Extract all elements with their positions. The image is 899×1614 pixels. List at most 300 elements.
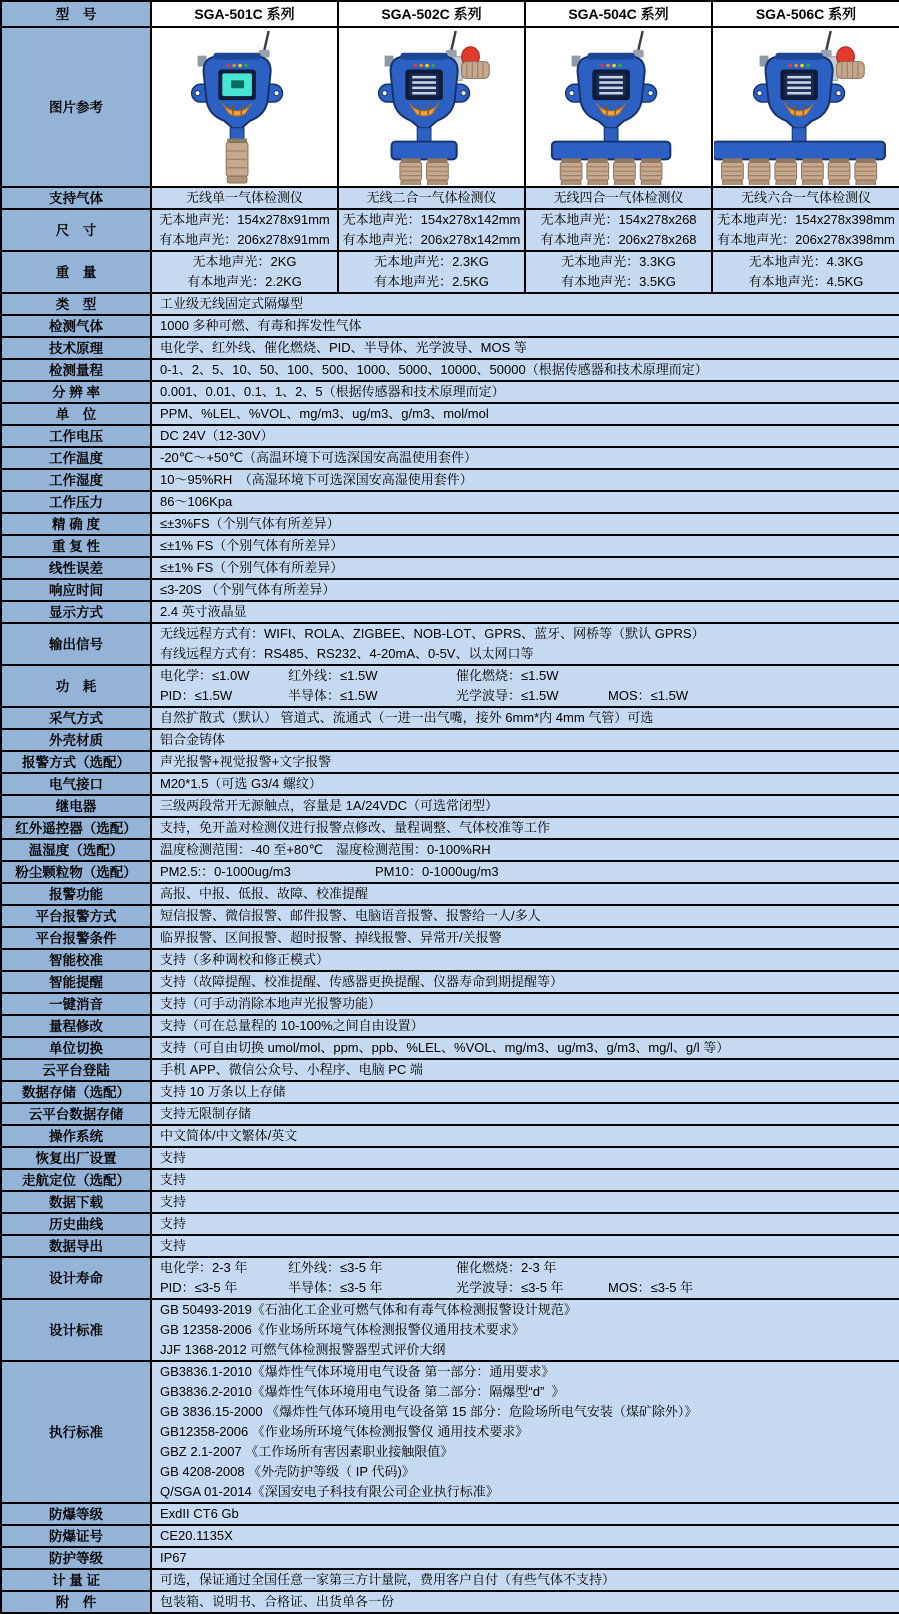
- value-line: 无本地声光：154x278x398mm: [717, 212, 895, 227]
- spec-value-cell: [151, 491, 899, 513]
- row-label: 支持气体: [1, 187, 151, 209]
- value-line: [152, 1592, 899, 1612]
- value-line: [152, 1104, 899, 1124]
- spec-row-lifespan: [1, 1257, 899, 1299]
- spec-row-display: [1, 601, 899, 623]
- spec-row-cloud-storage: [1, 1103, 899, 1125]
- spec-row-factory-reset: [1, 1147, 899, 1169]
- spec-row-metering-cert: [1, 1569, 899, 1591]
- spec-row-range-modify: [1, 1015, 899, 1037]
- value-segment: 0.001、0.01、0.1、1、2、5（根据传感器和技术原理而定）: [160, 384, 505, 399]
- row-label: 工作压力: [1, 491, 151, 513]
- value-segment: 支持: [160, 1150, 187, 1165]
- row-label: 量程修改: [1, 1015, 151, 1037]
- value-line: [152, 818, 899, 838]
- spec-value-cell: [151, 1059, 899, 1081]
- value-line: 无本地声光：154x278x142mm: [342, 212, 521, 227]
- value-line: [152, 1320, 899, 1340]
- row-label: 重 量: [1, 251, 151, 293]
- column-value-cell: [151, 187, 338, 209]
- row-label: 附 件: [1, 1591, 151, 1613]
- device-image-cell: [151, 27, 338, 187]
- column-value-cell: [712, 251, 899, 293]
- value-line: [152, 1548, 899, 1568]
- column-value-cell: [525, 209, 712, 251]
- spec-value-cell: [151, 447, 899, 469]
- row-label: 检测气体: [1, 315, 151, 337]
- column-row-size: [1, 209, 899, 251]
- row-label: 输出信号: [1, 623, 151, 665]
- value-segment: 红外线：≤3-5 年: [288, 1260, 383, 1275]
- value-line: 无本地声光：2KG: [192, 254, 297, 269]
- status-led: [226, 64, 230, 68]
- spec-value-cell: [151, 1147, 899, 1169]
- spec-row-type: [1, 293, 899, 315]
- status-led: [413, 64, 417, 68]
- value-line: [152, 536, 899, 556]
- row-label: 设计标准: [1, 1299, 151, 1361]
- value-segment: 手机 APP、微信公众号、小程序、电脑 PC 端: [160, 1062, 423, 1077]
- value-segment: GB 12358-2006《作业场所环境气体检测报警仪通用技术要求》: [160, 1322, 525, 1337]
- value-line: [152, 1340, 899, 1360]
- value-segment: 10～95%RH （高湿环境下可选深国安高湿使用套件）: [160, 472, 473, 487]
- spec-row-electrical: [1, 773, 899, 795]
- value-segment: 红外线：≤1.5W: [288, 668, 378, 683]
- row-label: 数据存储（选配）: [1, 1081, 151, 1103]
- spec-value-cell: [151, 381, 899, 403]
- spec-value-cell: [151, 1299, 899, 1361]
- spec-value-cell: [151, 1569, 899, 1591]
- row-label: 一键消音: [1, 993, 151, 1015]
- value-segment: 支持 10 万条以上存储: [160, 1084, 286, 1099]
- value-line: [152, 1570, 899, 1590]
- sensor-head-icon: [828, 158, 850, 185]
- spec-row-mute: [1, 993, 899, 1015]
- spec-row-platform-alarm: [1, 905, 899, 927]
- model-column-header: SGA-504C 系列: [525, 1, 712, 27]
- spec-value-cell: [151, 1103, 899, 1125]
- value-segment: MOS：≤1.5W: [608, 688, 689, 703]
- value-segment: 0-1、2、5、10、50、100、500、1000、5000、10000、50000（根据传感器和技术原理而定）: [160, 362, 708, 377]
- spec-row-voltage: [1, 425, 899, 447]
- spec-value-cell: [151, 293, 899, 315]
- spec-value-cell: [151, 993, 899, 1015]
- value-segment: GBZ 2.1-2007 《工作场所有害因素职业接触限值》: [160, 1444, 454, 1459]
- row-label: 工作电压: [1, 425, 151, 447]
- row-label: 精 确 度: [1, 513, 151, 535]
- status-led: [806, 64, 810, 68]
- spec-row-design-std: [1, 1299, 899, 1361]
- value-line: 有本地声光：206x278x268: [540, 232, 697, 247]
- spec-value-cell: [151, 579, 899, 601]
- spec-value-cell: [151, 315, 899, 337]
- value-segment: 光学波导：≤3-5 年: [456, 1280, 564, 1295]
- status-led: [600, 64, 604, 68]
- value-segment: 86～106Kpa: [160, 494, 233, 509]
- spec-value-cell: [151, 949, 899, 971]
- status-led: [244, 64, 248, 68]
- value-line: [152, 1214, 899, 1234]
- row-label: 恢复出厂设置: [1, 1147, 151, 1169]
- value-segment: 支持: [160, 1172, 187, 1187]
- antenna-icon: [633, 31, 644, 58]
- spec-row-accessories: [1, 1591, 899, 1613]
- manifold-block: [392, 142, 457, 160]
- value-line: [152, 1126, 899, 1146]
- spec-value-cell: [151, 883, 899, 905]
- row-label: 技术原理: [1, 337, 151, 359]
- value-line: [152, 514, 899, 534]
- spec-value-cell: [151, 927, 899, 949]
- value-segment: PID：≤3-5 年: [160, 1280, 238, 1295]
- value-segment: CE20.1135X: [160, 1528, 233, 1543]
- device-image-cell: [338, 27, 525, 187]
- value-line: 无线六合一气体检测仪: [740, 190, 871, 205]
- spec-row-alarm-func: [1, 883, 899, 905]
- spec-value-cell: [151, 773, 899, 795]
- spec-row-nav-position: [1, 1169, 899, 1191]
- value-segment: Q/SGA 01-2014《深国安电子科技有限公司企业执行标准》: [160, 1484, 499, 1499]
- spec-row-data-export: [1, 1235, 899, 1257]
- value-line: [152, 950, 899, 970]
- alarm-beacon-icon: [455, 47, 490, 81]
- value-segment: -20℃～+50℃（高温环境下可选深国安高温使用套件）: [160, 450, 478, 465]
- row-label: 执行标准: [1, 1361, 151, 1503]
- row-label: 尺 寸: [1, 209, 151, 251]
- spec-row-unit: [1, 403, 899, 425]
- value-line: [152, 1382, 899, 1402]
- spec-value-cell: [151, 557, 899, 579]
- value-segment: GB3836.1-2010《爆炸性气体环境用电气设备 第一部分：通用要求》: [160, 1364, 555, 1379]
- sensor-head-icon: [854, 158, 876, 185]
- value-line: [152, 1402, 899, 1422]
- spec-row-linearity: [1, 557, 899, 579]
- spec-row-ir-remote: [1, 817, 899, 839]
- value-line: [152, 686, 899, 706]
- value-line: [152, 708, 899, 728]
- spec-value-cell: [151, 1547, 899, 1569]
- value-line: 无本地声光：154x278x91mm: [159, 212, 330, 227]
- spec-value-cell: [151, 1213, 899, 1235]
- value-line: [152, 928, 899, 948]
- value-line: 有本地声光：206x278x142mm: [342, 232, 521, 247]
- column-row-weight: [1, 251, 899, 293]
- column-value-cell: [525, 187, 712, 209]
- value-segment: 电化学、红外线、催化燃烧、PID、半导体、光学波导、MOS 等: [160, 340, 527, 355]
- spec-table-body: [1, 1, 899, 1613]
- spec-row-target-gas: [1, 315, 899, 337]
- row-label: 设计寿命: [1, 1257, 151, 1299]
- sensor-head-icon: [614, 158, 636, 185]
- value-line: [152, 1038, 899, 1058]
- spec-row-ip-grade: [1, 1547, 899, 1569]
- value-line: [152, 1192, 899, 1212]
- spec-row-response: [1, 579, 899, 601]
- spec-row-cloud-login: [1, 1059, 899, 1081]
- row-label: 数据下载: [1, 1191, 151, 1213]
- spec-value-cell: [151, 1257, 899, 1299]
- value-segment: JJF 1368-2012 可燃气体检测报警器型式评价大纲: [160, 1342, 446, 1357]
- row-label: 外壳材质: [1, 729, 151, 751]
- device-illustration-1in1: [152, 29, 337, 185]
- antenna-icon: [446, 31, 457, 58]
- value-segment: 支持: [160, 1238, 187, 1253]
- row-label: 类 型: [1, 293, 151, 315]
- row-label: 防爆等级: [1, 1503, 151, 1525]
- value-segment: GB 50493-2019《石油化工企业可燃气体和有毒气体检测报警设计规范》: [160, 1302, 577, 1317]
- row-label: 分 辨 率: [1, 381, 151, 403]
- status-led: [419, 64, 423, 68]
- value-line: [152, 1422, 899, 1442]
- value-segment: 催化燃烧：≤1.5W: [456, 668, 559, 683]
- row-label: 计 量 证: [1, 1569, 151, 1591]
- spec-row-alarm-mode: [1, 751, 899, 773]
- value-line: [152, 338, 899, 358]
- spec-value-cell: [151, 403, 899, 425]
- sensor-head-icon: [400, 158, 422, 185]
- row-label: 工作湿度: [1, 469, 151, 491]
- value-segment: 中文简体/中文繁体/英文: [160, 1128, 298, 1143]
- sensor-head-icon: [560, 158, 582, 185]
- row-label: 云平台登陆: [1, 1059, 151, 1081]
- row-label: 防护等级: [1, 1547, 151, 1569]
- row-label: 报警功能: [1, 883, 151, 905]
- value-line: [152, 558, 899, 578]
- value-line: [152, 1148, 899, 1168]
- sensor-head-icon: [748, 158, 770, 185]
- value-segment: 短信报警、微信报警、邮件报警、电脑语音报警、报警给一人/多人: [160, 908, 541, 923]
- value-segment: 光学波导：≤1.5W: [456, 688, 559, 703]
- value-line: [152, 1082, 899, 1102]
- spec-row-dust: [1, 861, 899, 883]
- spec-value-cell: [151, 817, 899, 839]
- column-value-cell: [525, 251, 712, 293]
- row-label: 智能提醒: [1, 971, 151, 993]
- value-line: [152, 1016, 899, 1036]
- spec-row-sampling: [1, 707, 899, 729]
- manifold-block: [552, 142, 670, 160]
- value-segment: ≤±3%FS（个别气体有所差异）: [160, 516, 340, 531]
- model-column-header: SGA-506C 系列: [712, 1, 899, 27]
- image-row: [1, 27, 899, 187]
- value-line: [152, 1482, 899, 1502]
- row-label: 云平台数据存储: [1, 1103, 151, 1125]
- row-label: 功 耗: [1, 665, 151, 707]
- value-line: 无本地声光：4.3KG: [748, 254, 864, 269]
- sensor-head-icon: [587, 158, 609, 185]
- value-segment: 工业级无线固定式隔爆型: [160, 296, 304, 311]
- row-label: 红外遥控器（选配）: [1, 817, 151, 839]
- value-line: [152, 1442, 899, 1462]
- value-line: [152, 796, 899, 816]
- device-image-cell: [525, 27, 712, 187]
- value-segment: 支持，免开盖对检测仪进行报警点修改、量程调整、气体校准等工作: [160, 820, 551, 835]
- spec-value-cell: [151, 359, 899, 381]
- antenna-icon: [259, 31, 270, 58]
- status-led: [425, 64, 429, 68]
- spec-value-cell: [151, 535, 899, 557]
- spec-row-relay: [1, 795, 899, 817]
- spec-row-platform-cond: [1, 927, 899, 949]
- spec-value-cell: [151, 1361, 899, 1503]
- value-line: [152, 994, 899, 1014]
- value-segment: GB 3836.15-2000 《爆炸性气体环境用电气设备第 15 部分：危险场所电气安装（煤矿除外）》: [160, 1404, 698, 1419]
- value-line: [152, 862, 899, 882]
- value-line: 无线二合一气体检测仪: [366, 190, 497, 205]
- spec-row-pressure: [1, 491, 899, 513]
- value-line: [152, 602, 899, 622]
- spec-value-cell: [151, 1191, 899, 1213]
- value-line: 无线四合一气体检测仪: [553, 190, 684, 205]
- value-segment: 三级两段常开无源触点，容量是 1A/24VDC（可选常闭型）: [160, 798, 499, 813]
- status-led: [618, 64, 622, 68]
- spec-value-cell: [151, 1525, 899, 1547]
- value-segment: 支持: [160, 1216, 187, 1231]
- spec-value-cell: [151, 623, 899, 665]
- value-line: [152, 840, 899, 860]
- value-line: 无本地声光：2.3KG: [374, 254, 489, 269]
- value-segment: 催化燃烧：2-3 年: [456, 1260, 557, 1275]
- value-segment: ≤±1% FS（个别气体有所差异）: [160, 560, 344, 575]
- spec-value-cell: [151, 795, 899, 817]
- column-value-cell: [712, 187, 899, 209]
- value-line: [152, 774, 899, 794]
- value-segment: M20*1.5（可选 G3/4 螺纹）: [160, 776, 322, 791]
- value-segment: 无线远程方式有：WIFI、ROLA、ZIGBEE、NOB-LOT、GPRS、蓝牙、网桥等（默认 GPRS）: [160, 626, 705, 641]
- value-segment: 自然扩散式（默认） 管道式、流通式（一进一出气嘴，接外 6mm*内 4mm 气管）可选: [160, 710, 654, 725]
- sensor-head-icon: [226, 139, 248, 183]
- spec-value-cell: [151, 839, 899, 861]
- value-segment: 临界报警、区间报警、超时报警、掉线报警、异常开/关报警: [160, 930, 502, 945]
- value-line: 有本地声光：206x278x398mm: [717, 232, 895, 247]
- value-line: 有本地声光：2.5KG: [374, 274, 489, 289]
- model-header-row: [1, 1, 899, 27]
- value-line: [152, 666, 899, 686]
- spec-row-smart-cal: [1, 949, 899, 971]
- value-line: [152, 1462, 899, 1482]
- value-segment: 有线远程方式有：RS485、RS232、4-20mA、0-5V、以太网口等: [160, 646, 534, 661]
- value-line: [152, 1060, 899, 1080]
- column-value-cell: [338, 187, 525, 209]
- row-label: 工作温度: [1, 447, 151, 469]
- status-led: [788, 64, 792, 68]
- value-line: [152, 1278, 899, 1298]
- value-line: [152, 448, 899, 468]
- value-line: [152, 1504, 899, 1524]
- spec-value-cell: [151, 1081, 899, 1103]
- spec-row-power: [1, 665, 899, 707]
- value-segment: 声光报警+视觉报警+文字报警: [160, 754, 332, 769]
- value-segment: ≤±1% FS（个别气体有所差异）: [160, 538, 344, 553]
- value-line: [152, 426, 899, 446]
- value-segment: 支持无限制存储: [160, 1106, 252, 1121]
- spec-row-smart-remind: [1, 971, 899, 993]
- value-segment: PID：≤1.5W: [160, 688, 233, 703]
- value-segment: PPM、%LEL、%VOL、mg/m3、ug/m3、g/m3、mol/mol: [160, 406, 489, 421]
- value-line: 有本地声光：206x278x91mm: [159, 232, 330, 247]
- spec-row-temp-humidity: [1, 839, 899, 861]
- manifold-block: [714, 142, 885, 160]
- device-neck: [230, 128, 244, 140]
- spec-row-history-curve: [1, 1213, 899, 1235]
- spec-row-unit-switch: [1, 1037, 899, 1059]
- status-led: [794, 64, 798, 68]
- spec-row-range: [1, 359, 899, 381]
- spec-row-shell: [1, 729, 899, 751]
- sensor-head-icon: [427, 158, 449, 185]
- spec-value-cell: [151, 425, 899, 447]
- value-line: [152, 906, 899, 926]
- row-label: 防爆证号: [1, 1525, 151, 1547]
- model-column-header: SGA-502C 系列: [338, 1, 525, 27]
- status-led: [800, 64, 804, 68]
- sensor-head-icon: [721, 158, 743, 185]
- column-value-cell: [338, 209, 525, 251]
- row-label: 平台报警方式: [1, 905, 151, 927]
- row-label: 单 位: [1, 403, 151, 425]
- status-led: [612, 64, 616, 68]
- value-line: [152, 752, 899, 772]
- spec-value-cell: [151, 337, 899, 359]
- value-line: 有本地声光：3.5KG: [561, 274, 676, 289]
- spec-value-cell: [151, 751, 899, 773]
- value-segment: 支持（故障提醒、校准提醒、传感器更换提醒、仪器寿命到期提醒等）: [160, 974, 564, 989]
- value-line: [152, 730, 899, 750]
- sensor-head-icon: [774, 158, 796, 185]
- row-label: 显示方式: [1, 601, 151, 623]
- value-segment: 1000 多种可燃、有毒和挥发性气体: [160, 318, 362, 333]
- alarm-beacon-icon: [829, 47, 864, 81]
- value-segment: ≤3-20S （个别气体有所差异）: [160, 582, 336, 597]
- row-label: 粉尘颗粒物（选配）: [1, 861, 151, 883]
- spec-value-cell: [151, 1037, 899, 1059]
- value-line: [152, 360, 899, 380]
- sensor-head-icon: [640, 158, 662, 185]
- spec-value-cell: [151, 1125, 899, 1147]
- spec-row-accuracy: [1, 513, 899, 535]
- status-led: [606, 64, 610, 68]
- value-line: [152, 382, 899, 402]
- column-value-cell: [151, 251, 338, 293]
- spec-value-cell: [151, 469, 899, 491]
- column-value-cell: [151, 209, 338, 251]
- column-row-gas: [1, 187, 899, 209]
- row-label-image: 图片参考: [1, 27, 151, 187]
- row-label: 单位切换: [1, 1037, 151, 1059]
- value-segment: ExdII CT6 Gb: [160, 1506, 239, 1521]
- row-label: 智能校准: [1, 949, 151, 971]
- spec-value-cell: [151, 1169, 899, 1191]
- row-label: 操作系统: [1, 1125, 151, 1147]
- value-line: [152, 884, 899, 904]
- spec-row-exec-std: [1, 1361, 899, 1503]
- column-value-cell: [338, 251, 525, 293]
- value-segment: GB 4208-2008 《外壳防护等级（ IP 代码)》: [160, 1464, 415, 1479]
- row-label: 检测量程: [1, 359, 151, 381]
- row-label: 历史曲线: [1, 1213, 151, 1235]
- spec-value-cell: [151, 1591, 899, 1613]
- value-line: [152, 1170, 899, 1190]
- status-led: [232, 64, 236, 68]
- value-segment: 支持: [160, 1194, 187, 1209]
- row-label: 数据导出: [1, 1235, 151, 1257]
- value-segment: PM10：0-1000ug/m3: [375, 864, 499, 879]
- spec-value-cell: [151, 665, 899, 707]
- value-segment: 支持（可自由切换 umol/mol、ppm、ppb、%LEL、%VOL、mg/m3、ug/m3、g/m3、mg/l、g/l 等）: [160, 1040, 730, 1055]
- value-line: [152, 294, 899, 314]
- device-illustration-4in1: [526, 29, 711, 185]
- row-label: 走航定位（选配）: [1, 1169, 151, 1191]
